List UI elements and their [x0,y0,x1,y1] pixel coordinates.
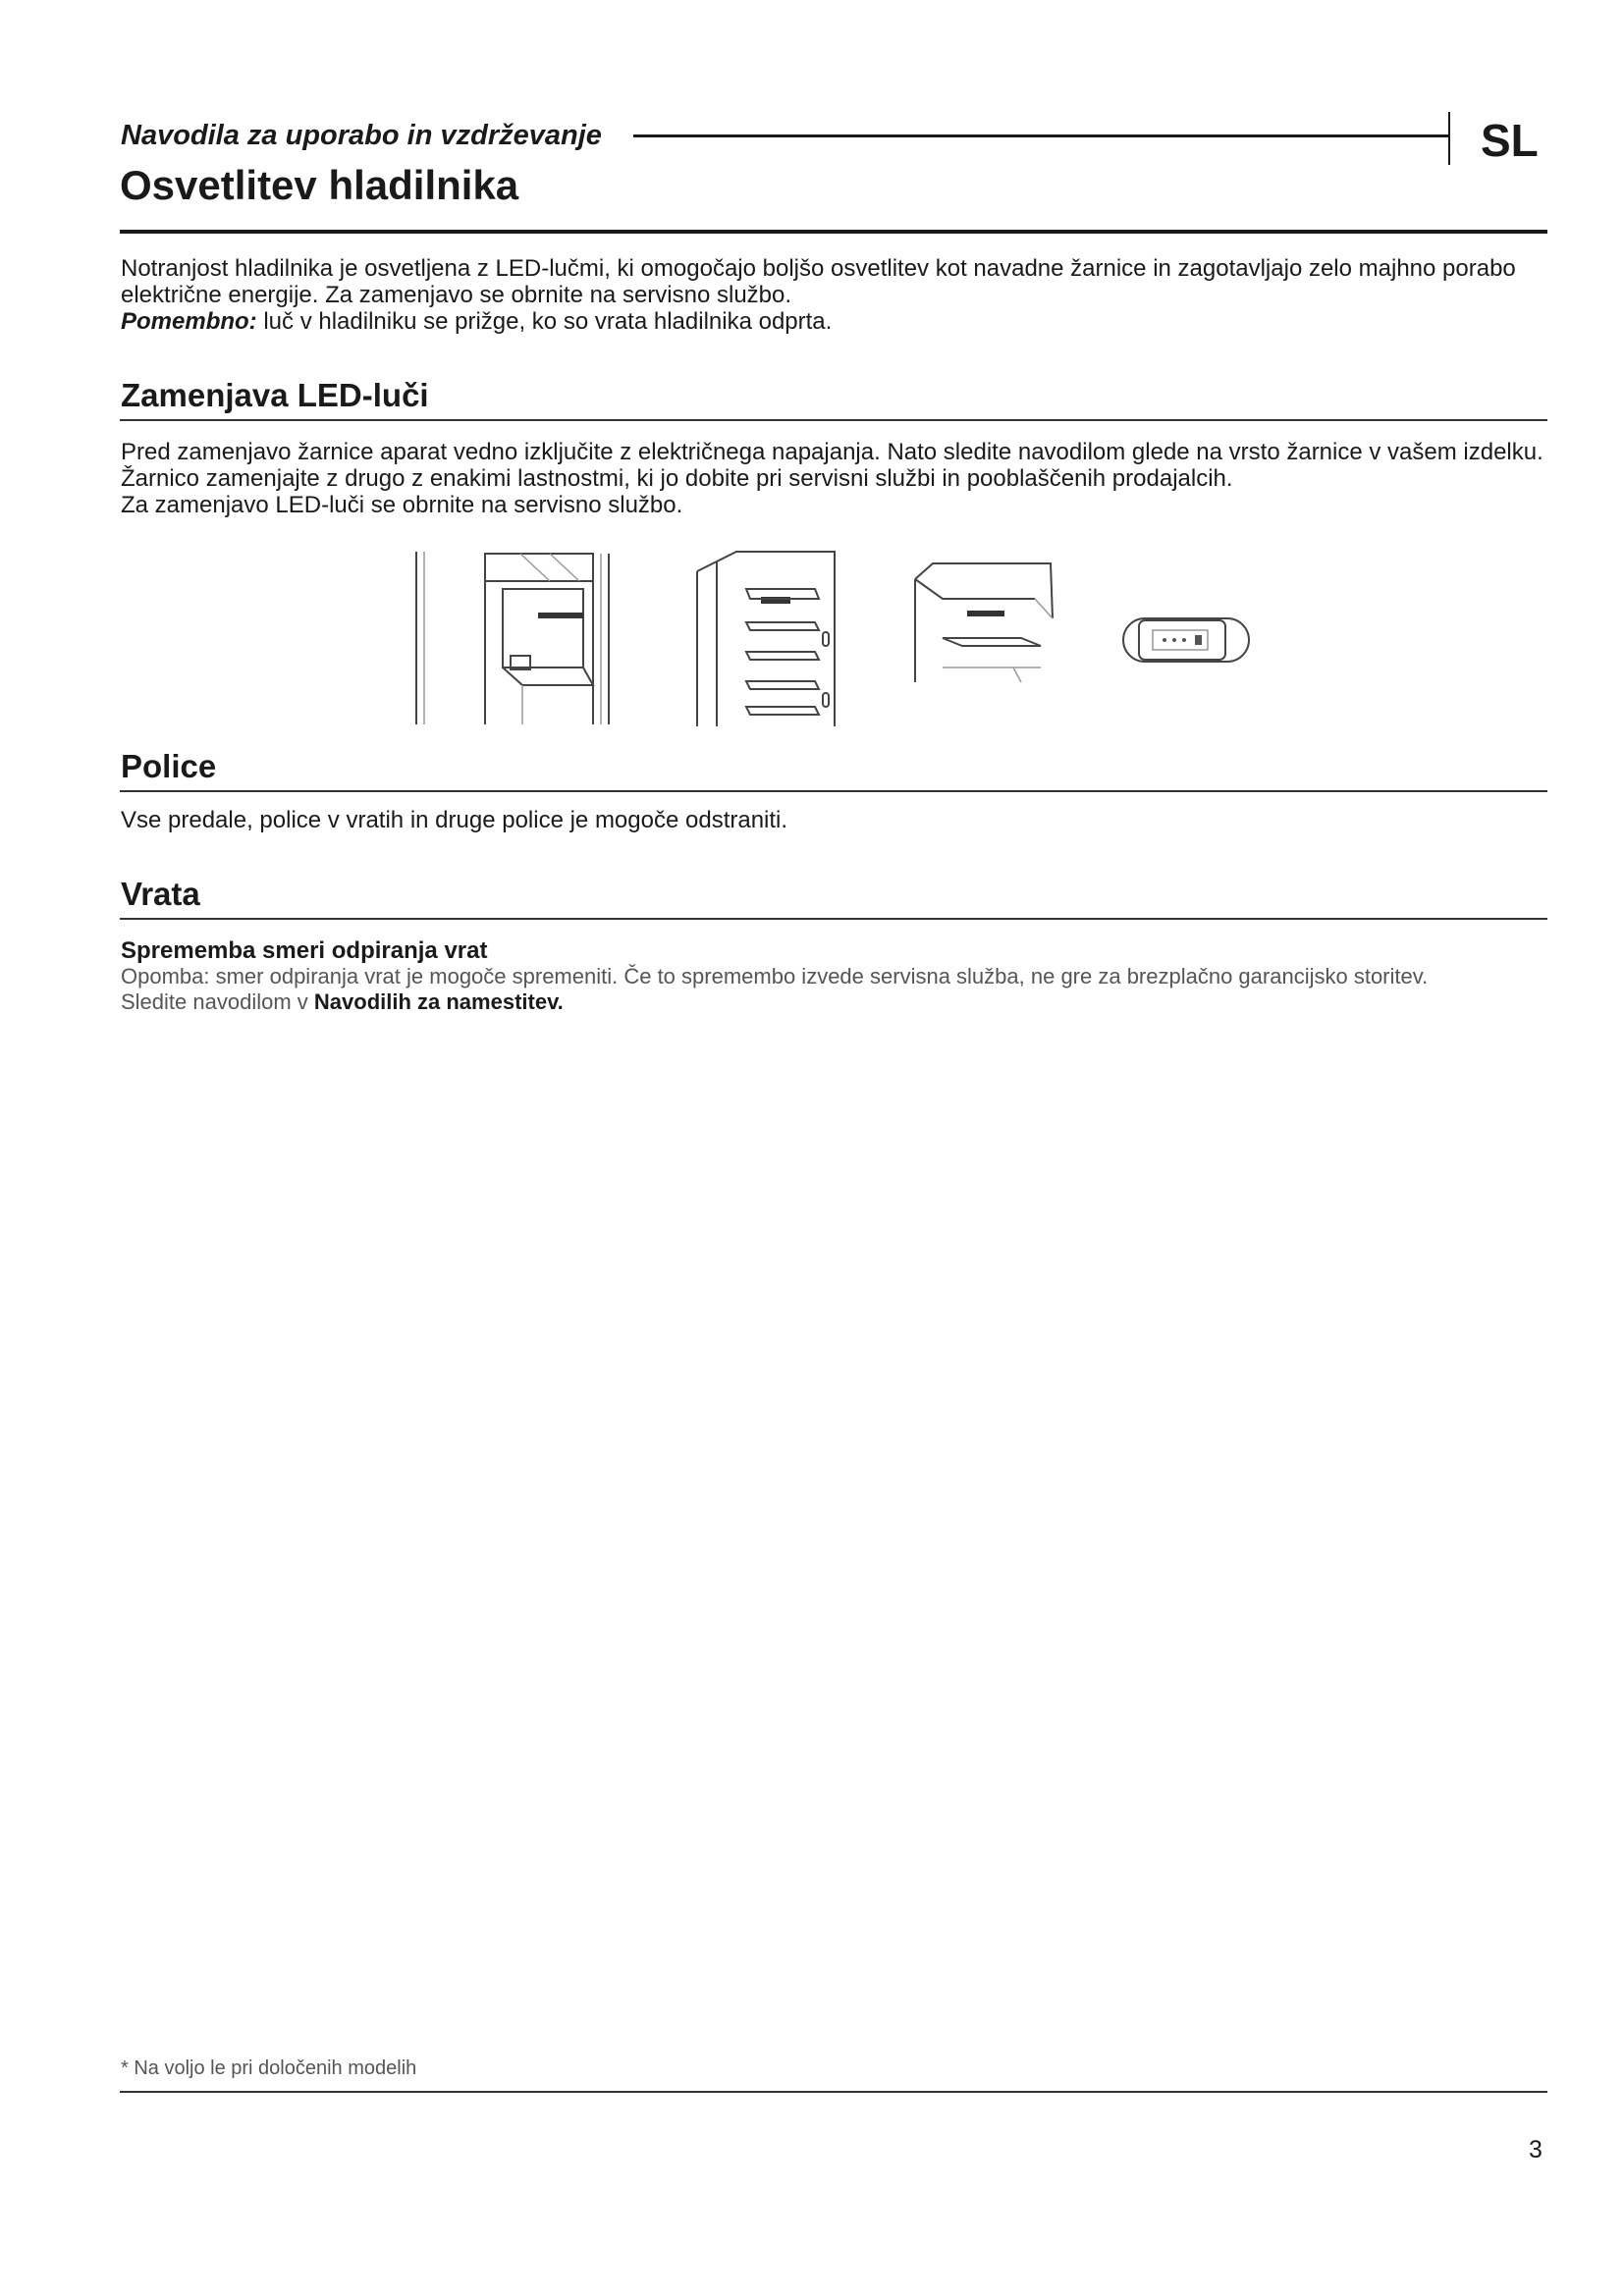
section-rule-led [120,419,1547,421]
vrata-follow [121,989,1549,1015]
section-title-police: Police [121,748,217,784]
language-code: SL [1481,115,1539,166]
intro-paragraph [121,255,1549,335]
lamp-cover-illustration [915,563,1053,682]
led-text-2: Za zamenjavo LED-luči se obrnite na servisno službo. [121,492,683,518]
section-rule-vrata [120,918,1547,920]
footer-rule [120,2091,1547,2093]
led-paragraph [121,439,1549,518]
section-rule-police [120,790,1547,792]
vrata-follow-prefix: Sledite navodilom v [121,989,314,1014]
police-text: Vse predale, police v vratih in druge police je mogoče odstraniti. [121,807,788,833]
page-title: Osvetlitev hladilnika [120,162,519,208]
header-rule [633,134,1450,137]
led-text: Pred zamenjavo žarnice aparat vedno izključite z električnega napajanja. Nato sledite navodilom glede na vrsto žarnice v vašem izdelku. Žarnico zamenjajte z drugo z enakimi lastnostmi, ki jo dobite pri servisni službi in pooblaščenih prodajalcih. [121,439,1543,492]
footnote: * Na voljo le pri določenih modelih [121,2057,417,2079]
vrata-note: Opomba: smer odpiranja vrat je mogoče spremeniti. Če to spremembo izvede servisna služba, ne gre za brezplačno garancijsko storitev. [121,964,1429,988]
important-text: luč v hladilniku se prižge, ko so vrata hladilnika odprta. [256,308,833,335]
important-note [121,308,1549,335]
fridge-shelves-illustration [697,552,835,726]
vrata-subtitle: Sprememba smeri odpiranja vrat [121,937,488,964]
section-title-vrata: Vrata [121,876,200,912]
intro-text: Notranjost hladilnika je osvetljena z LED-lučmi, ki omogočajo boljšo osvetlitev kot navadne žarnice in zagotavljajo zelo majhno porabo električne energije. Za zamenjavo se obrnite na servisno službo. [121,255,1516,308]
header-divider [1448,112,1450,165]
page-number: 3 [1529,2136,1543,2163]
important-label: Pomembno: [121,308,257,335]
section-title-led: Zamenjava LED-luči [121,377,429,413]
header-subtitle: Navodila za uporabo in vzdrževanje [121,120,602,151]
fridge-interior-illustration [416,552,609,724]
led-replacement-illustrations [412,550,1276,728]
installation-instructions-ref: Navodilih za namestitev. [313,989,564,1014]
led-module-illustration [1123,618,1249,662]
vrata-paragraph [121,937,1549,1015]
title-rule [120,230,1547,234]
